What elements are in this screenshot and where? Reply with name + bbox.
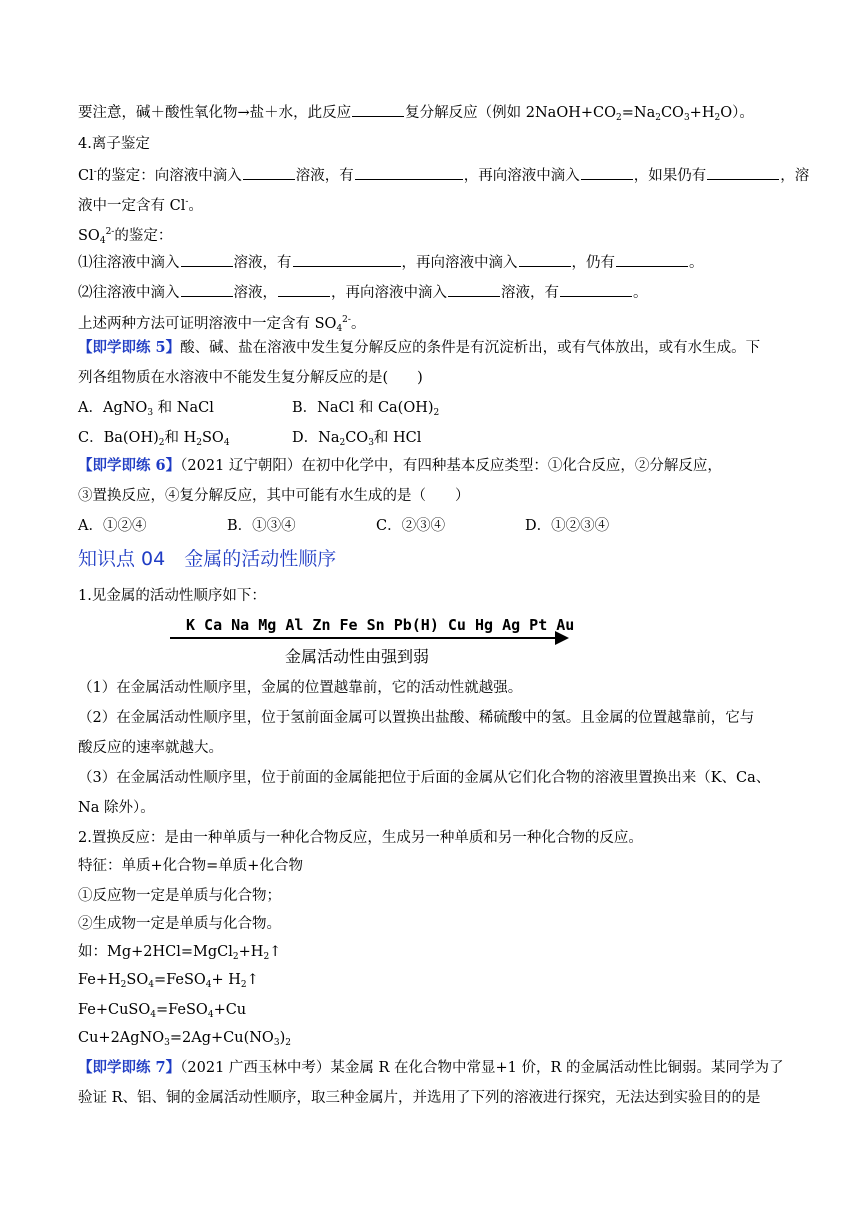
- option-c[interactable]: C．②③④: [376, 518, 446, 534]
- blank[interactable]: [293, 252, 401, 267]
- blank[interactable]: [616, 252, 688, 267]
- text-line: 上述两种方法可证明溶液中一定含有 $SO_4^{2-}$。: [78, 315, 366, 334]
- text-line: （1）在金属活动性顺序里，金属的位置越靠前，它的活动性就越强。: [78, 680, 523, 696]
- equation: $Cu+2AgNO_3=2Ag+Cu(NO_3)_2$: [78, 1030, 291, 1048]
- text-line: 列各组物质在水溶液中不能发生复分解反应的是( ): [78, 370, 423, 386]
- blank[interactable]: [560, 282, 632, 297]
- blank[interactable]: [707, 165, 779, 180]
- text-line: 特征：单质+化合物=单质+化合物: [78, 858, 303, 874]
- exercise-tag: 【即学即练 6】: [78, 457, 181, 474]
- text-line: $SO_4^{2-}$的鉴定：: [78, 227, 173, 246]
- series-caption: 金属活动性由强到弱: [285, 647, 430, 666]
- text-line: ②生成物一定是单质与化合物。: [78, 916, 281, 932]
- text-line: Na 除外）。: [78, 800, 155, 816]
- blank[interactable]: [181, 252, 233, 267]
- text-line: Cl-的鉴定：向溶液中滴入 溶液，有 ，再向溶液中滴入 ，如果仍有 ，溶: [78, 167, 810, 184]
- equation: $Fe+H_2SO_4=FeSO_4+$ $H_2↑$: [78, 972, 259, 990]
- exercise-6: 【即学即练 6】（2021 辽宁朝阳）在初中化学中，有四种基本反应类型：①化合反应，②分解反应，: [78, 457, 722, 474]
- text-line: 要注意，碱＋酸性氧化物→盐＋水，此反应 复分解反应（例如 $2NaOH+CO_2=Na_2CO_3+H_2O$）。: [78, 102, 754, 128]
- blank[interactable]: [448, 282, 500, 297]
- exercise-7: 【即学即练 7】（2021 广西玉林中考）某金属 R 在化合物中常显+1 价，R 的金属活动性比铜弱。某同学为了: [78, 1059, 784, 1076]
- blank[interactable]: [181, 282, 233, 297]
- blank[interactable]: [278, 282, 330, 297]
- text-line: ①反应物一定是单质与化合物；: [78, 888, 281, 904]
- text-line: ⑴往溶液中滴入 溶液，有 ，再向溶液中滴入 ，仍有 。: [78, 252, 704, 273]
- text-line: ⑵往溶液中滴入 溶液， ，再向溶液中滴入 溶液，有 。: [78, 282, 648, 303]
- blank[interactable]: [355, 165, 463, 180]
- option-row: [78, 398, 439, 423]
- blank[interactable]: [352, 102, 404, 117]
- blank[interactable]: [519, 252, 571, 267]
- blank[interactable]: [243, 165, 295, 180]
- text-line: 2.置换反应：是由一种单质与一种化合物反应，生成另一种单质和另一种化合物的反应。: [78, 830, 643, 846]
- option-a[interactable]: A．①②④: [78, 518, 147, 534]
- text-line: 验证 R、铝、铜的金属活动性顺序，取三种金属片，并选用了下列的溶液进行探究，无法达到实验目的的是: [78, 1090, 761, 1106]
- blank[interactable]: [581, 165, 633, 180]
- text-line: 液中一定含有 Cl-。: [78, 197, 203, 214]
- text-line: （2）在金属活动性顺序里，位于氢前面金属可以置换出盐酸、稀硫酸中的氢。且金属的位置越靠前，它与: [78, 710, 755, 726]
- text-line: 1.见金属的活动性顺序如下：: [78, 588, 266, 604]
- option-b[interactable]: B．①③④: [227, 518, 296, 534]
- metal-activity-series: K Ca Na Mg Al Zn Fe Sn Pb(H) Cu Hg Ag Pt Au: [186, 616, 575, 634]
- exercise-tag: 【即学即练 7】: [78, 1059, 181, 1076]
- equation: 如：$Mg+2HCl=MgCl_2+H_2↑$: [78, 944, 282, 962]
- equation: Fe+CuSO$_4$=FeSO$_4$+Cu: [78, 1002, 247, 1020]
- option-c[interactable]: C．$Ba(OH)_2$和 $H_2SO_4$: [78, 430, 230, 448]
- option-a[interactable]: A．AgNO$_3$ 和 NaCl: [78, 400, 214, 418]
- knowledge-heading: 知识点 04 金属的活动性顺序: [78, 548, 337, 570]
- exercise-5: 【即学即练 5】酸、碱、盐在溶液中发生复分解反应的条件是有沉淀析出，或有气体放出，或有水生成。下: [78, 339, 761, 356]
- exercise-tag: 【即学即练 5】: [78, 339, 181, 356]
- option-b[interactable]: B．NaCl 和 $Ca(OH)_2$: [292, 400, 440, 418]
- option-d[interactable]: D．①②③④: [525, 518, 610, 534]
- section-title: 4.离子鉴定: [78, 136, 150, 152]
- text-line: （3）在金属活动性顺序里，位于前面的金属能把位于后面的金属从它们化合物的溶液里置换出来（K、Ca、: [78, 770, 771, 786]
- text-line: ③置换反应，④复分解反应，其中可能有水生成的是（ ）: [78, 488, 470, 504]
- text-line: 酸反应的速率就越大。: [78, 740, 223, 756]
- arrow-line: [170, 637, 558, 639]
- option-row: [78, 516, 609, 536]
- option-d[interactable]: D．$Na_2CO_3$和 HCl: [292, 430, 422, 448]
- option-row: [78, 428, 421, 453]
- arrow-head-icon: [555, 631, 569, 645]
